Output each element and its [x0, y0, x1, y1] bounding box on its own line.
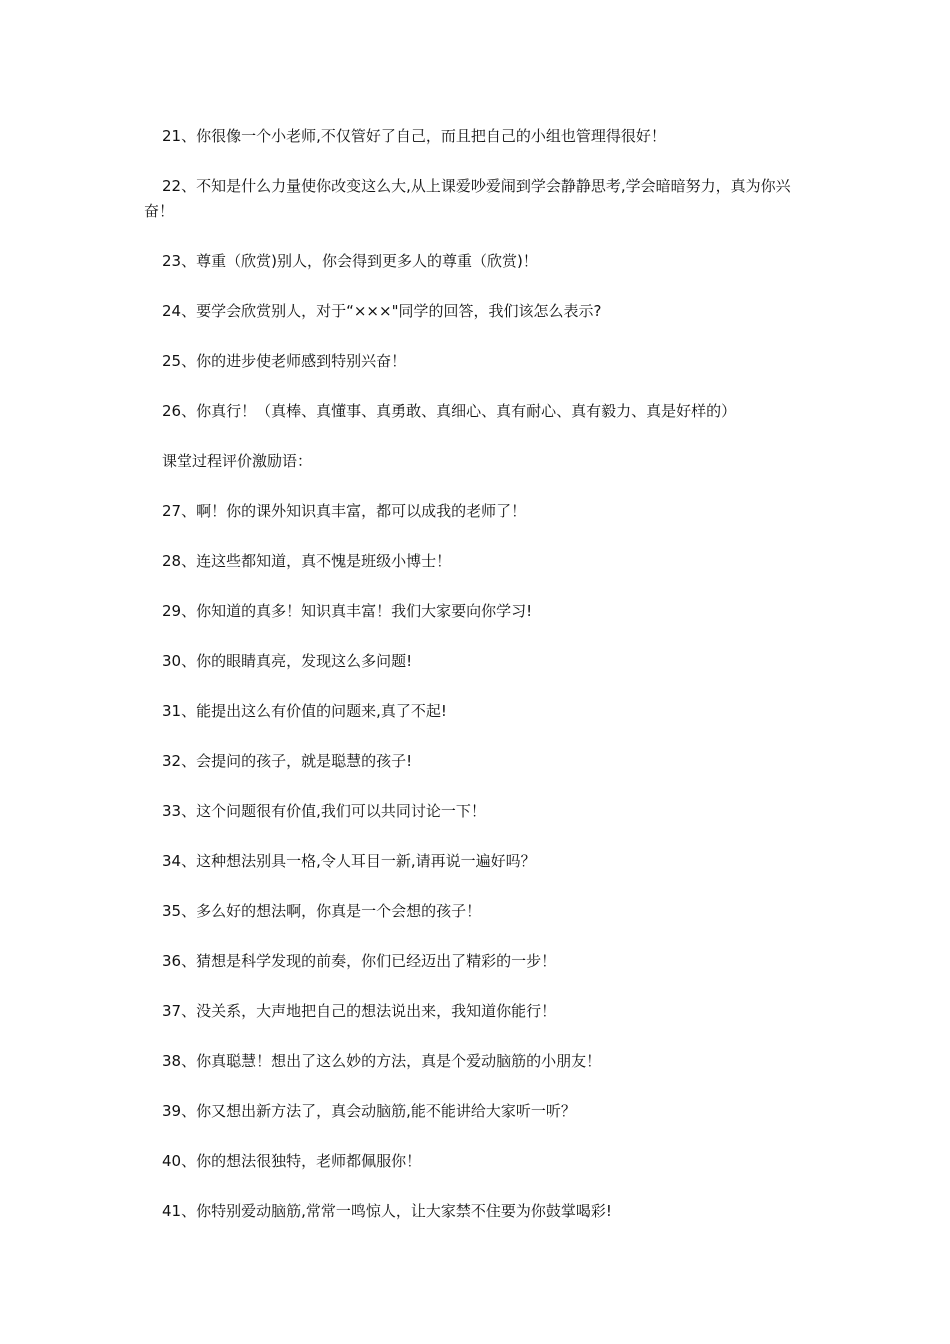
- paragraph-32: 32、会提问的孩子，就是聪慧的孩子!: [162, 752, 413, 770]
- paragraph-35: 35、多么好的想法啊，你真是一个会想的孩子！: [162, 902, 482, 920]
- paragraph-37: 37、没关系，大声地把自己的想法说出来，我知道你能行！: [162, 1002, 557, 1020]
- paragraph-27: 27、啊！你的课外知识真丰富，都可以成我的老师了！: [162, 502, 527, 520]
- paragraph-28: 28、连这些都知道，真不愧是班级小博士！: [162, 552, 452, 570]
- paragraph-24: 24、要学会欣赏别人，对于“×××"同学的回答，我们该怎么表示?: [162, 302, 602, 320]
- paragraph-33: 33、这个问题很有价值,我们可以共同讨论一下！: [162, 802, 486, 820]
- paragraph-39: 39、你又想出新方法了，真会动脑筋,能不能讲给大家听一听？: [162, 1102, 576, 1120]
- paragraph-22: 22、不知是什么力量使你改变这么大,从上课爱吵爱闹到学会静静思考,学会暗暗努力，真为你兴奋！: [144, 177, 791, 220]
- paragraph-38: 38、你真聪慧！想出了这么妙的方法，真是个爱动脑筋的小朋友！: [162, 1052, 602, 1070]
- paragraph-41: 41、你特别爱动脑筋,常常一鸣惊人，让大家禁不住要为你鼓掌喝彩!: [162, 1202, 612, 1220]
- paragraph-40: 40、你的想法很独特，老师都佩服你！: [162, 1152, 422, 1170]
- paragraph-30: 30、你的眼睛真亮，发现这么多问题!: [162, 652, 413, 670]
- paragraph-34: 34、这种想法别具一格,令人耳目一新,请再说一遍好吗？: [162, 852, 536, 870]
- paragraph-21: 21、你很像一个小老师,不仅管好了自己，而且把自己的小组也管理得很好！: [162, 127, 666, 145]
- paragraph-29: 29、你知道的真多！知识真丰富！我们大家要向你学习!: [162, 602, 533, 620]
- paragraph-31: 31、能提出这么有价值的问题来,真了不起!: [162, 702, 447, 720]
- paragraph-36: 36、猜想是科学发现的前奏，你们已经迈出了精彩的一步！: [162, 952, 557, 970]
- section-heading: 课堂过程评价激励语：: [162, 452, 313, 470]
- paragraph-23: 23、尊重（欣赏)别人，你会得到更多人的尊重（欣赏)！: [162, 252, 538, 270]
- paragraph-25: 25、你的进步使老师感到特别兴奋！: [162, 352, 407, 370]
- paragraph-26: 26、你真行！（真棒、真懂事、真勇敢、真细心、真有耐心、真有毅力、真是好样的）: [162, 402, 737, 420]
